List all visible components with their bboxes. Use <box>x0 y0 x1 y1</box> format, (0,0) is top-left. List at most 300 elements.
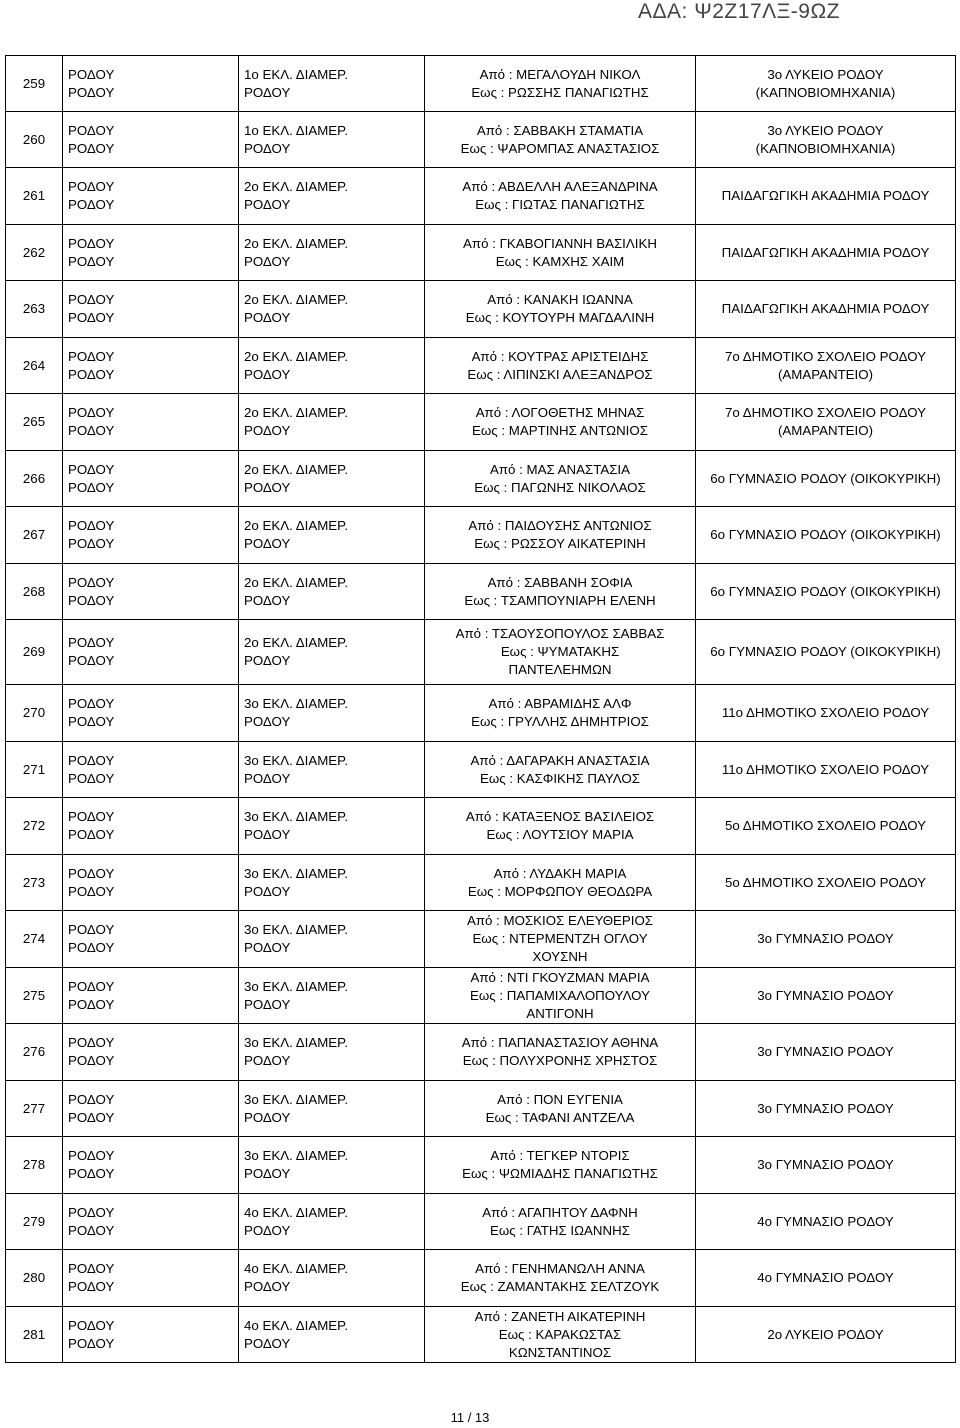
venue-line: 4ο ΓΥΜΝΑΣΙΟ ΡΟΔΟΥ <box>757 1270 894 1285</box>
municipality-line: ΡΟΔΟΥ <box>68 752 115 768</box>
row-number: 276 <box>22 1044 46 1059</box>
district-cell <box>239 56 425 112</box>
table-row <box>6 1081 956 1137</box>
name-range-line: Από : ΓΕΝΗΜΑΝΩΛΗ ΑΝΝΑ <box>475 1261 645 1276</box>
venue-line: 3ο ΓΥΜΝΑΣΙΟ ΡΟΔΟΥ <box>757 987 894 1003</box>
name-range-line: Εως : ΓΡΥΛΛΗΣ ΔΗΜΗΤΡΙΟΣ <box>471 714 649 729</box>
page-number: 11 / 13 <box>450 1410 490 1425</box>
table-row <box>6 1307 956 1363</box>
municipality-cell <box>63 855 239 911</box>
table-row <box>6 168 956 225</box>
district-line: ΡΟΔΟΥ <box>244 1222 291 1238</box>
municipality-line: ΡΟΔΟΥ <box>68 1109 115 1125</box>
name-range-line: Από : ΜΑΣ ΑΝΑΣΤΑΣΙΑ <box>490 461 630 477</box>
district-cell <box>239 338 425 394</box>
venue-line: 6ο ΓΥΜΝΑΣΙΟ ΡΟΔΟΥ (ΟΙΚΟΚΥΡΙΚΗ) <box>710 644 941 659</box>
district-line: ΡΟΔΟΥ <box>244 310 291 325</box>
name-range-line: Από : ΚΑΤΑΞΕΝΟΣ ΒΑΣΙΛΕΙΟΣ <box>465 809 655 824</box>
district-line: 3ο ΕΚΛ. ΔΙΑΜΕΡ. <box>244 1148 349 1163</box>
district-line: 2ο ΕΚΛ. ΔΙΑΜΕΡ. <box>244 235 349 251</box>
district-cell <box>239 798 425 855</box>
name-range-line: Από : ΚΟΥΤΡΑΣ ΑΡΙΣΤΕΙΔΗΣ <box>471 348 649 364</box>
table-row <box>6 1024 956 1081</box>
venue-line: ΠΑΙΔΑΓΩΓΙΚΗ ΑΚΑΔΗΜΙΑ ΡΟΔΟΥ <box>721 188 930 203</box>
row-number: 273 <box>22 874 46 890</box>
district-line: ΡΟΔΟΥ <box>244 996 291 1012</box>
row-number: 263 <box>22 301 46 316</box>
district-line: ΡΟΔΟΥ <box>244 592 291 608</box>
name-range-line: Εως : ΓΙΩΤΑΣ ΠΑΝΑΓΙΩΤΗΣ <box>475 197 645 212</box>
district-cell <box>239 394 425 451</box>
venue-line: (ΑΜΑΡΑΝΤΕΙΟ) <box>777 423 874 438</box>
name-range-line: Εως : ΚΑΜΧΗΣ ΧΑΙΜ <box>495 253 625 269</box>
row-number: 267 <box>22 527 46 542</box>
row-number: 281 <box>22 1326 46 1342</box>
row-number-cell <box>6 451 63 507</box>
name-range-cell <box>425 798 696 855</box>
venue-cell <box>696 1194 956 1250</box>
table-row <box>6 1250 956 1307</box>
name-range-line: Από : ΣΑΒΒΑΝΗ ΣΟΦΙΑ <box>487 574 633 590</box>
municipality-line: ΡΟΔΟΥ <box>68 1035 115 1050</box>
district-cell <box>239 112 425 168</box>
name-range-line: Εως : ΤΣΑΜΠΟΥΝΙΑΡΗ ΕΛΕΝΗ <box>464 592 656 608</box>
venue-line: 3ο ΓΥΜΝΑΣΙΟ ΡΟΔΟΥ <box>757 931 894 946</box>
municipality-cell <box>63 911 239 968</box>
table-row <box>6 742 956 798</box>
district-cell <box>239 1024 425 1081</box>
district-line: ΡΟΔΟΥ <box>244 714 291 729</box>
district-cell <box>239 451 425 507</box>
municipality-line: ΡΟΔΟΥ <box>68 1148 115 1163</box>
municipality-line: ΡΟΔΟΥ <box>68 518 115 533</box>
district-cell <box>239 1250 425 1307</box>
municipality-line: ΡΟΔΟΥ <box>68 310 115 325</box>
venue-line: 11ο ΔΗΜΟΤΙΚΟ ΣΧΟΛΕΙΟ ΡΟΔΟΥ <box>721 761 930 777</box>
venue-line: 3ο ΛΥΚΕΙΟ ΡΟΔΟΥ <box>767 66 884 82</box>
municipality-line: ΡΟΔΟΥ <box>68 253 115 269</box>
district-line: ΡΟΔΟΥ <box>244 366 291 382</box>
name-range-cell <box>425 56 696 112</box>
district-line: 2ο ΕΚΛ. ΔΙΑΜΕΡ. <box>244 348 349 364</box>
table-row <box>6 685 956 742</box>
municipality-line: ΡΟΔΟΥ <box>68 1091 115 1107</box>
name-range-cell <box>425 1194 696 1250</box>
name-range-line: Εως : ΨΩΜΙΑΔΗΣ ΠΑΝΑΓΙΩΤΗΣ <box>462 1166 658 1181</box>
venue-cell <box>696 564 956 620</box>
municipality-line: ΡΟΔΟΥ <box>68 770 115 786</box>
district-line: ΡΟΔΟΥ <box>244 827 291 842</box>
row-number-cell <box>6 56 63 112</box>
table-row <box>6 394 956 451</box>
municipality-cell <box>63 685 239 742</box>
venue-line: 6ο ΓΥΜΝΑΣΙΟ ΡΟΔΟΥ (ΟΙΚΟΚΥΡΙΚΗ) <box>710 583 941 599</box>
name-range-line: Από : ΑΓΑΠΗΤΟΥ ΔΑΦΝΗ <box>482 1204 638 1220</box>
municipality-line: ΡΟΔΟΥ <box>68 405 115 420</box>
name-range-cell <box>425 225 696 281</box>
table-body <box>6 56 956 1363</box>
name-range-line: Από : ΓΚΑΒΟΓΙΑΝΝΗ ΒΑΣΙΛΙΚΗ <box>463 235 657 251</box>
municipality-line: ΡΟΔΟΥ <box>68 292 115 307</box>
row-number-cell <box>6 685 63 742</box>
name-range-line: Εως : ΛΟΥΤΣΙΟΥ ΜΑΡΙΑ <box>486 827 634 842</box>
municipality-line: ΡΟΔΟΥ <box>68 122 115 138</box>
municipality-cell <box>63 1307 239 1363</box>
venue-line: 4ο ΓΥΜΝΑΣΙΟ ΡΟΔΟΥ <box>757 1213 894 1229</box>
municipality-line: ΡΟΔΟΥ <box>68 366 115 382</box>
row-number-cell <box>6 742 63 798</box>
name-range-line: Εως : ΝΤΕΡΜΕΝΤΖΗ ΟΓΛΟΥ <box>472 931 648 946</box>
row-number: 259 <box>22 75 46 91</box>
venue-line: ΠΑΙΔΑΓΩΓΙΚΗ ΑΚΑΔΗΜΙΑ ΡΟΔΟΥ <box>721 244 930 260</box>
district-cell <box>239 281 425 338</box>
venue-cell <box>696 798 956 855</box>
name-range-line: Από : ΛΟΓΟΘΕΤΗΣ ΜΗΝΑΣ <box>475 405 645 420</box>
table-row <box>6 855 956 911</box>
name-range-line: Από : ΤΣΑΟΥΣΟΠΟΥΛΟΣ ΣΑΒΒΑΣ <box>455 626 665 641</box>
municipality-line: ΡΟΔΟΥ <box>68 883 115 899</box>
district-line: ΡΟΔΟΥ <box>244 1166 291 1181</box>
row-number: 274 <box>22 931 46 946</box>
district-line: 1ο ΕΚΛ. ΔΙΑΜΕΡ. <box>244 66 349 82</box>
row-number-cell <box>6 1307 63 1363</box>
district-cell <box>239 911 425 968</box>
row-number-cell <box>6 225 63 281</box>
district-line: ΡΟΔΟΥ <box>244 940 291 955</box>
row-number-cell <box>6 564 63 620</box>
venue-line: 3ο ΓΥΜΝΑΣΙΟ ΡΟΔΟΥ <box>757 1157 894 1172</box>
row-number: 260 <box>22 131 46 147</box>
municipality-line: ΡΟΔΟΥ <box>68 1261 115 1276</box>
row-number: 277 <box>22 1100 46 1116</box>
name-range-cell <box>425 451 696 507</box>
name-range-line: Εως : ΚΑΣΦΙΚΗΣ ΠΑΥΛΟΣ <box>480 770 640 786</box>
district-line: ΡΟΔΟΥ <box>244 1109 291 1125</box>
name-range-cell <box>425 968 696 1024</box>
venue-cell <box>696 338 956 394</box>
district-line: ΡΟΔΟΥ <box>244 253 291 269</box>
name-range-line: Από : ΖΑΝΕΤΗ ΑΙΚΑΤΕΡΙΝΗ <box>474 1308 646 1324</box>
venue-cell <box>696 507 956 564</box>
name-range-cell <box>425 168 696 225</box>
district-line: ΡΟΔΟΥ <box>244 140 291 156</box>
district-cell <box>239 855 425 911</box>
district-line: 3ο ΕΚΛ. ΔΙΑΜΕΡ. <box>244 752 349 768</box>
row-number: 268 <box>22 583 46 599</box>
row-number-cell <box>6 911 63 968</box>
row-number: 264 <box>22 357 46 373</box>
venue-cell <box>696 911 956 968</box>
row-number: 272 <box>22 818 46 833</box>
municipality-cell <box>63 112 239 168</box>
venue-cell <box>696 620 956 685</box>
name-range-line: Από : ΛΥΔΑΚΗ ΜΑΡΙΑ <box>493 865 627 881</box>
municipality-line: ΡΟΔΟΥ <box>68 827 115 842</box>
name-range-line: ΠΑΝΤΕΛΕΗΜΩΝ <box>508 662 612 677</box>
municipality-cell <box>63 168 239 225</box>
venue-line: 2ο ΛΥΚΕΙΟ ΡΟΔΟΥ <box>767 1326 884 1342</box>
municipality-line: ΡΟΔΟΥ <box>68 996 115 1012</box>
district-cell <box>239 742 425 798</box>
municipality-line: ΡΟΔΟΥ <box>68 197 115 212</box>
name-range-cell <box>425 911 696 968</box>
row-number: 269 <box>22 644 46 659</box>
name-range-cell <box>425 564 696 620</box>
municipality-line: ΡΟΔΟΥ <box>68 1166 115 1181</box>
row-number-cell <box>6 168 63 225</box>
municipality-cell <box>63 968 239 1024</box>
name-range-line: Από : ΑΒΡΑΜΙΔΗΣ ΑΛΦ <box>488 696 632 711</box>
name-range-line: ΑΝΤΙΓΟΝΗ <box>526 1005 594 1021</box>
name-range-line: Από : ΠΟΝ ΕΥΓΕΝΙΑ <box>497 1091 623 1107</box>
district-line: ΡΟΔΟΥ <box>244 1279 291 1294</box>
row-number-cell <box>6 620 63 685</box>
municipality-line: ΡΟΔΟΥ <box>68 66 115 82</box>
municipality-cell <box>63 564 239 620</box>
district-cell <box>239 968 425 1024</box>
district-line: 4ο ΕΚΛ. ΔΙΑΜΕΡ. <box>244 1261 349 1276</box>
district-cell <box>239 225 425 281</box>
municipality-line: ΡΟΔΟΥ <box>68 635 115 650</box>
district-line: ΡΟΔΟΥ <box>244 1053 291 1068</box>
district-line: ΡΟΔΟΥ <box>244 770 291 786</box>
name-range-cell <box>425 855 696 911</box>
row-number-cell <box>6 1081 63 1137</box>
row-number: 270 <box>22 705 46 720</box>
municipality-line: ΡΟΔΟΥ <box>68 922 115 937</box>
municipality-line: ΡΟΔΟΥ <box>68 235 115 251</box>
venue-cell <box>696 855 956 911</box>
name-range-line: Εως : ΛΙΠΙΝΣΚΙ ΑΛΕΞΑΝΔΡΟΣ <box>467 366 653 382</box>
district-line: ΡΟΔΟΥ <box>244 84 291 100</box>
name-range-cell <box>425 1307 696 1363</box>
district-line: 2ο ΕΚΛ. ΔΙΑΜΕΡ. <box>244 635 349 650</box>
district-cell <box>239 564 425 620</box>
table-row <box>6 1137 956 1194</box>
name-range-cell <box>425 394 696 451</box>
name-range-line: Εως : ΨΥΜΑΤΑΚΗΣ <box>500 644 620 659</box>
venue-cell <box>696 1307 956 1363</box>
row-number-cell <box>6 1024 63 1081</box>
municipality-cell <box>63 1024 239 1081</box>
venue-cell <box>696 168 956 225</box>
name-range-line: Εως : ΚΑΡΑΚΩΣΤΑΣ <box>498 1326 622 1342</box>
district-line: 3ο ΕΚΛ. ΔΙΑΜΕΡ. <box>244 1035 349 1050</box>
municipality-line: ΡΟΔΟΥ <box>68 423 115 438</box>
venue-line: 6ο ΓΥΜΝΑΣΙΟ ΡΟΔΟΥ (ΟΙΚΟΚΥΡΙΚΗ) <box>710 527 941 542</box>
row-number: 275 <box>22 987 46 1003</box>
venue-line: 7ο ΔΗΜΟΤΙΚΟ ΣΧΟΛΕΙΟ ΡΟΔΟΥ <box>725 348 926 364</box>
district-cell <box>239 507 425 564</box>
municipality-line: ΡΟΔΟΥ <box>68 1279 115 1294</box>
district-line: 2ο ΕΚΛ. ΔΙΑΜΕΡ. <box>244 461 349 477</box>
row-number-cell <box>6 798 63 855</box>
district-line: 3ο ΕΚΛ. ΔΙΑΜΕΡ. <box>244 978 349 994</box>
row-number: 261 <box>22 188 46 203</box>
municipality-cell <box>63 1137 239 1194</box>
district-line: ΡΟΔΟΥ <box>244 883 291 899</box>
name-range-line: Εως : ΜΑΡΤΙΝΗΣ ΑΝΤΩΝΙΟΣ <box>472 423 648 438</box>
municipality-line: ΡΟΔΟΥ <box>68 536 115 551</box>
name-range-line: Εως : ΤΑΦΑΝΙ ΑΝΤΖΕΛΑ <box>485 1109 635 1125</box>
district-cell <box>239 685 425 742</box>
name-range-cell <box>425 281 696 338</box>
municipality-line: ΡΟΔΟΥ <box>68 592 115 608</box>
district-cell <box>239 1307 425 1363</box>
municipality-line: ΡΟΔΟΥ <box>68 809 115 824</box>
table-row <box>6 112 956 168</box>
name-range-line: ΧΟΥΣΝΗ <box>532 949 588 964</box>
district-line: 3ο ΕΚΛ. ΔΙΑΜΕΡ. <box>244 696 349 711</box>
name-range-line: Εως : ΜΟΡΦΩΠΟΥ ΘΕΟΔΩΡΑ <box>467 883 653 899</box>
municipality-line: ΡΟΔΟΥ <box>68 696 115 711</box>
table-row <box>6 620 956 685</box>
municipality-line: ΡΟΔΟΥ <box>68 714 115 729</box>
venue-line: 3ο ΛΥΚΕΙΟ ΡΟΔΟΥ <box>767 122 884 138</box>
district-line: ΡΟΔΟΥ <box>244 197 291 212</box>
district-line: ΡΟΔΟΥ <box>244 479 291 495</box>
name-range-cell <box>425 1024 696 1081</box>
municipality-cell <box>63 225 239 281</box>
name-range-line: Από : ΚΑΝΑΚΗ ΙΩΑΝΝΑ <box>487 292 633 307</box>
venue-line: 6ο ΓΥΜΝΑΣΙΟ ΡΟΔΟΥ (ΟΙΚΟΚΥΡΙΚΗ) <box>710 470 941 486</box>
name-range-line: Εως : ΡΩΣΣΟΥ ΑΙΚΑΤΕΡΙΝΗ <box>474 536 646 551</box>
name-range-line: Από : ΜΕΓΑΛΟΥΔΗ ΝΙΚΟΛ <box>479 66 641 82</box>
name-range-line: Από : ΜΟΣΚΙΟΣ ΕΛΕΥΘΕΡΙΟΣ <box>466 913 654 928</box>
municipality-line: ΡΟΔΟΥ <box>68 574 115 590</box>
row-number-cell <box>6 1194 63 1250</box>
row-number: 280 <box>22 1270 46 1285</box>
row-number: 266 <box>22 470 46 486</box>
row-number: 265 <box>22 414 46 429</box>
name-range-line: Από : ΠΑΙΔΟΥΣΗΣ ΑΝΤΩΝΙΟΣ <box>468 518 652 533</box>
municipality-line: ΡΟΔΟΥ <box>68 865 115 881</box>
name-range-line: Από : ΝΤΙ ΓΚΟΥΖΜΑΝ ΜΑΡΙΑ <box>470 969 650 985</box>
municipality-cell <box>63 507 239 564</box>
name-range-cell <box>425 742 696 798</box>
venue-cell <box>696 225 956 281</box>
name-range-line: Εως : ΡΩΣΣΗΣ ΠΑΝΑΓΙΩΤΗΣ <box>471 84 649 100</box>
venue-cell <box>696 56 956 112</box>
municipality-cell <box>63 1081 239 1137</box>
venue-cell <box>696 281 956 338</box>
district-line: 1ο ΕΚΛ. ΔΙΑΜΕΡ. <box>244 122 349 138</box>
district-line: 4ο ΕΚΛ. ΔΙΑΜΕΡ. <box>244 1204 349 1220</box>
municipality-cell <box>63 394 239 451</box>
name-range-cell <box>425 1081 696 1137</box>
district-line: 2ο ΕΚΛ. ΔΙΑΜΕΡ. <box>244 518 349 533</box>
venue-line: (ΑΜΑΡΑΝΤΕΙΟ) <box>777 366 874 382</box>
name-range-cell <box>425 685 696 742</box>
municipality-cell <box>63 1194 239 1250</box>
venue-cell <box>696 742 956 798</box>
district-cell <box>239 620 425 685</box>
municipality-cell <box>63 338 239 394</box>
table-row <box>6 281 956 338</box>
municipality-line: ΡΟΔΟΥ <box>68 940 115 955</box>
venue-cell <box>696 1081 956 1137</box>
table-row <box>6 451 956 507</box>
row-number-cell <box>6 112 63 168</box>
venue-line: 5ο ΔΗΜΟΤΙΚΟ ΣΧΟΛΕΙΟ ΡΟΔΟΥ <box>725 818 926 833</box>
table-row <box>6 911 956 968</box>
district-line: 2ο ΕΚΛ. ΔΙΑΜΕΡ. <box>244 292 349 307</box>
venue-cell <box>696 451 956 507</box>
municipality-line: ΡΟΔΟΥ <box>68 653 115 668</box>
municipality-cell <box>63 742 239 798</box>
district-line: 4ο ΕΚΛ. ΔΙΑΜΕΡ. <box>244 1317 349 1333</box>
venue-line: 3ο ΓΥΜΝΑΣΙΟ ΡΟΔΟΥ <box>757 1044 894 1059</box>
name-range-line: Εως : ΠΟΛΥΧΡΟΝΗΣ ΧΡΗΣΤΟΣ <box>462 1053 658 1068</box>
row-number-cell <box>6 338 63 394</box>
municipality-line: ΡΟΔΟΥ <box>68 978 115 994</box>
venue-cell <box>696 1137 956 1194</box>
district-line: 2ο ΕΚΛ. ΔΙΑΜΕΡ. <box>244 405 349 420</box>
name-range-line: Από : ΤΕΓΚΕΡ ΝΤΟΡΙΣ <box>490 1148 630 1163</box>
district-line: 2ο ΕΚΛ. ΔΙΑΜΕΡ. <box>244 179 349 194</box>
row-number-cell <box>6 394 63 451</box>
venue-cell <box>696 968 956 1024</box>
district-line: 3ο ΕΚΛ. ΔΙΑΜΕΡ. <box>244 922 349 937</box>
name-range-line: Από : ΑΒΔΕΛΛΗ ΑΛΕΞΑΝΔΡΙΝΑ <box>462 179 658 194</box>
row-number-cell <box>6 507 63 564</box>
district-line: 3ο ΕΚΛ. ΔΙΑΜΕΡ. <box>244 865 349 881</box>
name-range-cell <box>425 620 696 685</box>
venue-line: ΠΑΙΔΑΓΩΓΙΚΗ ΑΚΑΔΗΜΙΑ ΡΟΔΟΥ <box>721 301 930 316</box>
name-range-line: Εως : ΠΑΠΑΜΙΧΑΛΟΠΟΥΛΟΥ <box>470 987 650 1003</box>
district-line: ΡΟΔΟΥ <box>244 423 291 438</box>
row-number-cell <box>6 281 63 338</box>
district-line: ΡΟΔΟΥ <box>244 536 291 551</box>
municipality-line: ΡΟΔΟΥ <box>68 461 115 477</box>
name-range-line: Εως : ΖΑΜΑΝΤΑΚΗΣ ΣΕΛΤΖΟΥΚ <box>460 1279 660 1294</box>
table-row <box>6 56 956 112</box>
municipality-cell <box>63 281 239 338</box>
municipality-line: ΡΟΔΟΥ <box>68 1335 115 1351</box>
municipality-line: ΡΟΔΟΥ <box>68 348 115 364</box>
row-number-cell <box>6 1137 63 1194</box>
name-range-cell <box>425 1137 696 1194</box>
municipality-cell <box>63 451 239 507</box>
name-range-cell <box>425 1250 696 1307</box>
venue-line: 7ο ΔΗΜΟΤΙΚΟ ΣΧΟΛΕΙΟ ΡΟΔΟΥ <box>725 405 926 420</box>
municipality-cell <box>63 56 239 112</box>
municipality-line: ΡΟΔΟΥ <box>68 179 115 194</box>
district-cell <box>239 1081 425 1137</box>
table-row <box>6 798 956 855</box>
name-range-cell <box>425 338 696 394</box>
municipality-line: ΡΟΔΟΥ <box>68 1053 115 1068</box>
row-number: 279 <box>22 1213 46 1229</box>
row-number-cell <box>6 968 63 1024</box>
district-line: 2ο ΕΚΛ. ΔΙΑΜΕΡ. <box>244 574 349 590</box>
municipality-line: ΡΟΔΟΥ <box>68 479 115 495</box>
table-row <box>6 1194 956 1250</box>
district-cell <box>239 1137 425 1194</box>
venue-cell <box>696 1250 956 1307</box>
municipality-cell <box>63 1250 239 1307</box>
name-range-line: Από : ΠΑΠΑΝΑΣΤΑΣΙΟΥ ΑΘΗΝΑ <box>461 1035 659 1050</box>
ada-code: ΑΔΑ: Ψ2Ζ17ΛΞ-9ΩΖ <box>638 0 840 23</box>
name-range-line: Από : ΣΑΒΒΑΚΗ ΣΤΑΜΑΤΙΑ <box>476 122 644 138</box>
name-range-cell <box>425 112 696 168</box>
district-line: 3ο ΕΚΛ. ΔΙΑΜΕΡ. <box>244 1091 349 1107</box>
name-range-cell <box>425 507 696 564</box>
venue-cell <box>696 112 956 168</box>
district-line: ΡΟΔΟΥ <box>244 653 291 668</box>
polling-stations-table <box>5 55 956 1363</box>
row-number-cell <box>6 1250 63 1307</box>
